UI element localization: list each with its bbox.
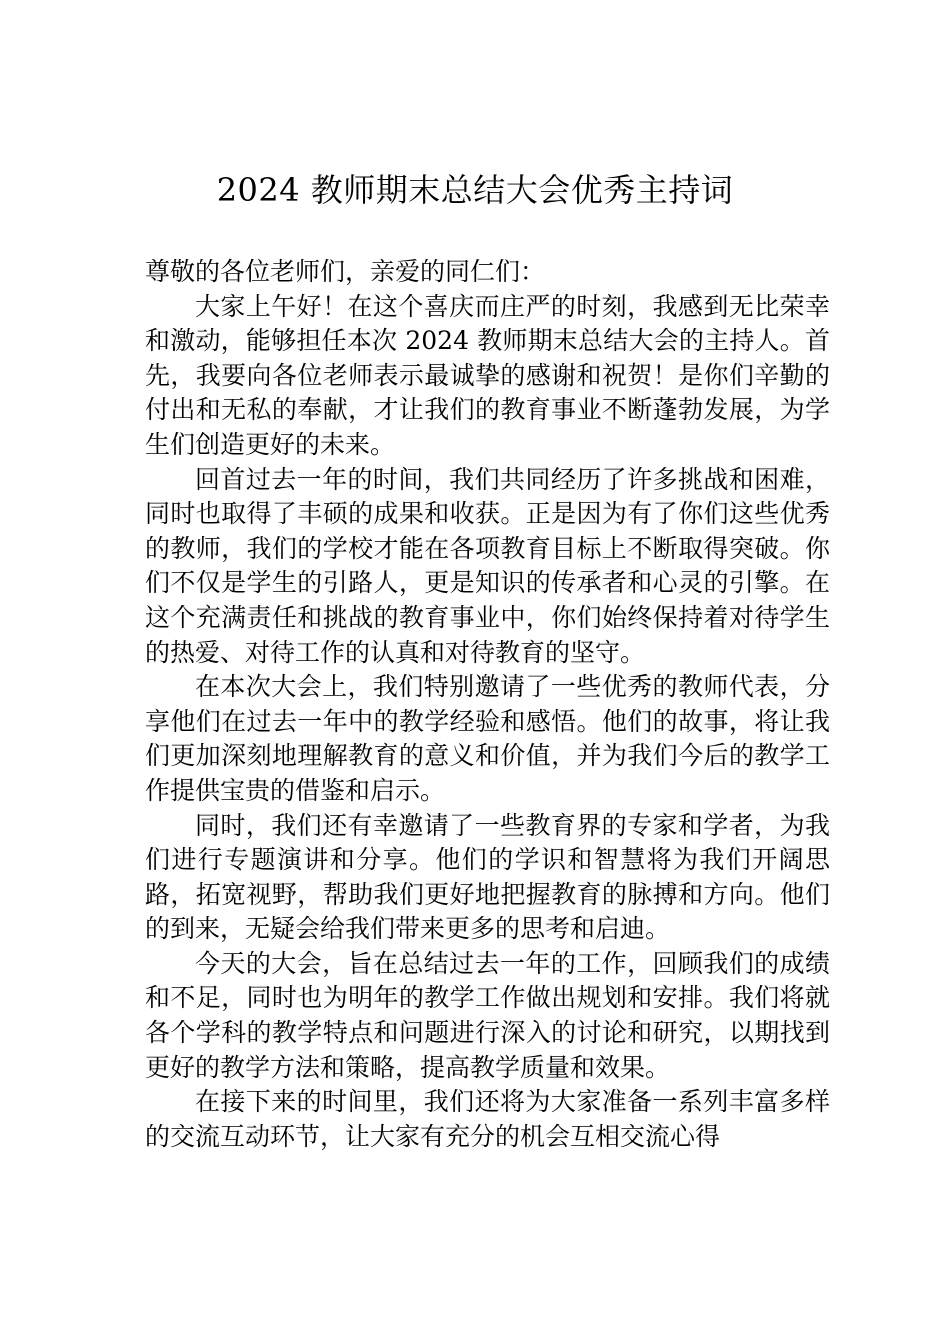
paragraph-5: 今天的大会，旨在总结过去一年的工作，回顾我们的成绩和不足，同时也为明年的教学工作做出规划和安排。我们将就各个学科的教学特点和问题进行深入的讨论和研究，以期找到更好的教学方法和策略，提高教学质量和效果。 xyxy=(145,948,830,1082)
paragraph-1: 大家上午好！在这个喜庆而庄严的时刻，我感到无比荣幸和激动，能够担任本次 2024 教师期末总结大会的主持人。首先，我要向各位老师表示最诚挚的感谢和祝贺！是你们辛勤的付出和无私的奉献，才让我们的教育事业不断蓬勃发展，为学生们创造更好的未来。 xyxy=(145,291,830,459)
salutation: 尊敬的各位老师们，亲爱的同仁们： xyxy=(145,257,546,286)
document-title: 2024 教师期末总结大会优秀主持词 xyxy=(216,171,734,209)
paragraph-6: 在接下来的时间里，我们还将为大家准备一系列丰富多样的交流互动环节，让大家有充分的机会互相交流心得 xyxy=(145,1087,830,1151)
paragraph-2: 回首过去一年的时间，我们共同经历了许多挑战和困难，同时也取得了丰硕的成果和收获。正是因为有了你们这些优秀的教师，我们的学校才能在各项教育目标上不断取得突破。你们不仅是学生的引路人，更是知识的传承者和心灵的引擎。在这个充满责任和挑战的教育事业中，你们始终保持着对待学生的热爱、对待工作的认真和对待教育的坚守。 xyxy=(145,464,830,667)
paragraph-4: 同时，我们还有幸邀请了一些教育界的专家和学者，为我们进行专题演讲和分享。他们的学识和智慧将为我们开阔思路，拓宽视野，帮助我们更好地把握教育的脉搏和方向。他们的到来，无疑会给我们带来更多的思考和启迪。 xyxy=(145,810,830,944)
document-body xyxy=(145,255,830,1154)
paragraph-3: 在本次大会上，我们特别邀请了一些优秀的教师代表，分享他们在过去一年中的教学经验和感悟。他们的故事，将让我们更加深刻地理解教育的意义和价值，并为我们今后的教学工作提供宝贵的借鉴和启示。 xyxy=(145,672,830,805)
